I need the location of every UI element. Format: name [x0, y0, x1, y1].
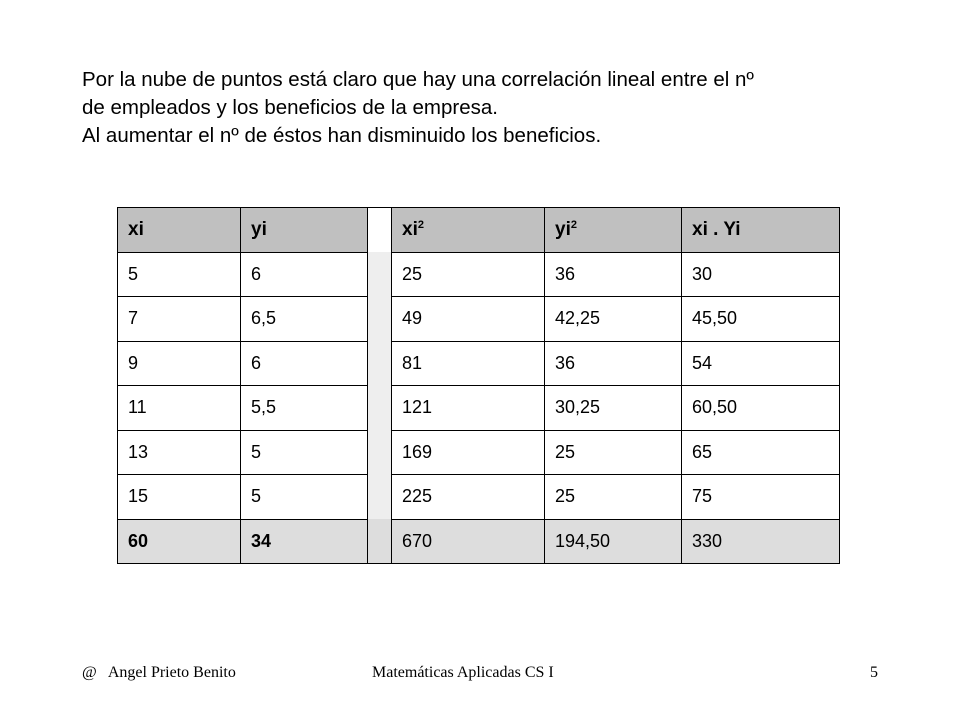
table-row [118, 341, 840, 386]
cell-yi: 5 [241, 475, 368, 520]
total-xi-squared: 670 [392, 519, 545, 564]
footer-author: @ Angel Prieto Benito [82, 664, 236, 681]
column-gap [368, 519, 392, 564]
cell-yi: 6 [241, 252, 368, 297]
cell-yi-squared: 30,25 [545, 386, 682, 431]
cell-xi-times-yi: 45,50 [682, 297, 840, 342]
column-gap [368, 341, 392, 386]
cell-yi-squared: 36 [545, 252, 682, 297]
table-row [118, 475, 840, 520]
column-gap [368, 430, 392, 475]
cell-xi-squared: 81 [392, 341, 545, 386]
total-yi: 34 [241, 519, 368, 564]
cell-xi: 15 [118, 475, 241, 520]
footer-page-number: 5 [870, 664, 878, 681]
cell-xi-times-yi: 65 [682, 430, 840, 475]
table-row [118, 386, 840, 431]
cell-yi-squared: 36 [545, 341, 682, 386]
intro-line-2: de empleados y los beneficios de la empresa. [82, 96, 498, 119]
table-header-row [118, 208, 840, 253]
cell-yi: 6 [241, 341, 368, 386]
cell-xi-squared: 169 [392, 430, 545, 475]
cell-xi-times-yi: 54 [682, 341, 840, 386]
cell-xi-times-yi: 75 [682, 475, 840, 520]
cell-xi: 7 [118, 297, 241, 342]
table-row [118, 252, 840, 297]
column-gap [368, 297, 392, 342]
footer-course: Matemáticas Aplicadas CS I [372, 664, 554, 681]
cell-xi-squared: 49 [392, 297, 545, 342]
cell-xi-times-yi: 30 [682, 252, 840, 297]
header-xi-squared-exponent: 2 [417, 218, 424, 231]
regression-table [117, 207, 840, 564]
header-xi-squared-base: xi [402, 218, 418, 240]
intro-line-3: Al aumentar el nº de éstos han disminuido los beneficios. [82, 124, 602, 147]
column-gap [368, 252, 392, 297]
table-row [118, 297, 840, 342]
column-gap [368, 386, 392, 431]
cell-yi-squared: 25 [545, 430, 682, 475]
cell-xi-squared: 121 [392, 386, 545, 431]
column-gap [368, 475, 392, 520]
header-yi-squared-base: yi [555, 218, 571, 240]
cell-yi-squared: 25 [545, 475, 682, 520]
cell-xi-squared: 25 [392, 252, 545, 297]
total-xi: 60 [118, 519, 241, 564]
header-xi: xi [118, 208, 241, 253]
total-yi-squared: 194,50 [545, 519, 682, 564]
table-row [118, 430, 840, 475]
intro-line-1: Por la nube de puntos está claro que hay una correlación lineal entre el nº [82, 68, 754, 91]
intro-text [82, 66, 902, 150]
cell-xi-squared: 225 [392, 475, 545, 520]
header-yi-squared [545, 208, 682, 253]
cell-yi-squared: 42,25 [545, 297, 682, 342]
table-totals-row [118, 519, 840, 564]
cell-xi: 11 [118, 386, 241, 431]
header-xi-squared [392, 208, 545, 253]
header-yi-squared-exponent: 2 [570, 218, 577, 231]
cell-xi: 9 [118, 341, 241, 386]
cell-yi: 5 [241, 430, 368, 475]
cell-yi: 6,5 [241, 297, 368, 342]
header-yi: yi [241, 208, 368, 253]
column-gap [368, 208, 392, 253]
cell-xi: 5 [118, 252, 241, 297]
header-xi-times-yi: xi . Yi [682, 208, 840, 253]
total-xi-times-yi: 330 [682, 519, 840, 564]
cell-xi-times-yi: 60,50 [682, 386, 840, 431]
cell-xi: 13 [118, 430, 241, 475]
cell-yi: 5,5 [241, 386, 368, 431]
